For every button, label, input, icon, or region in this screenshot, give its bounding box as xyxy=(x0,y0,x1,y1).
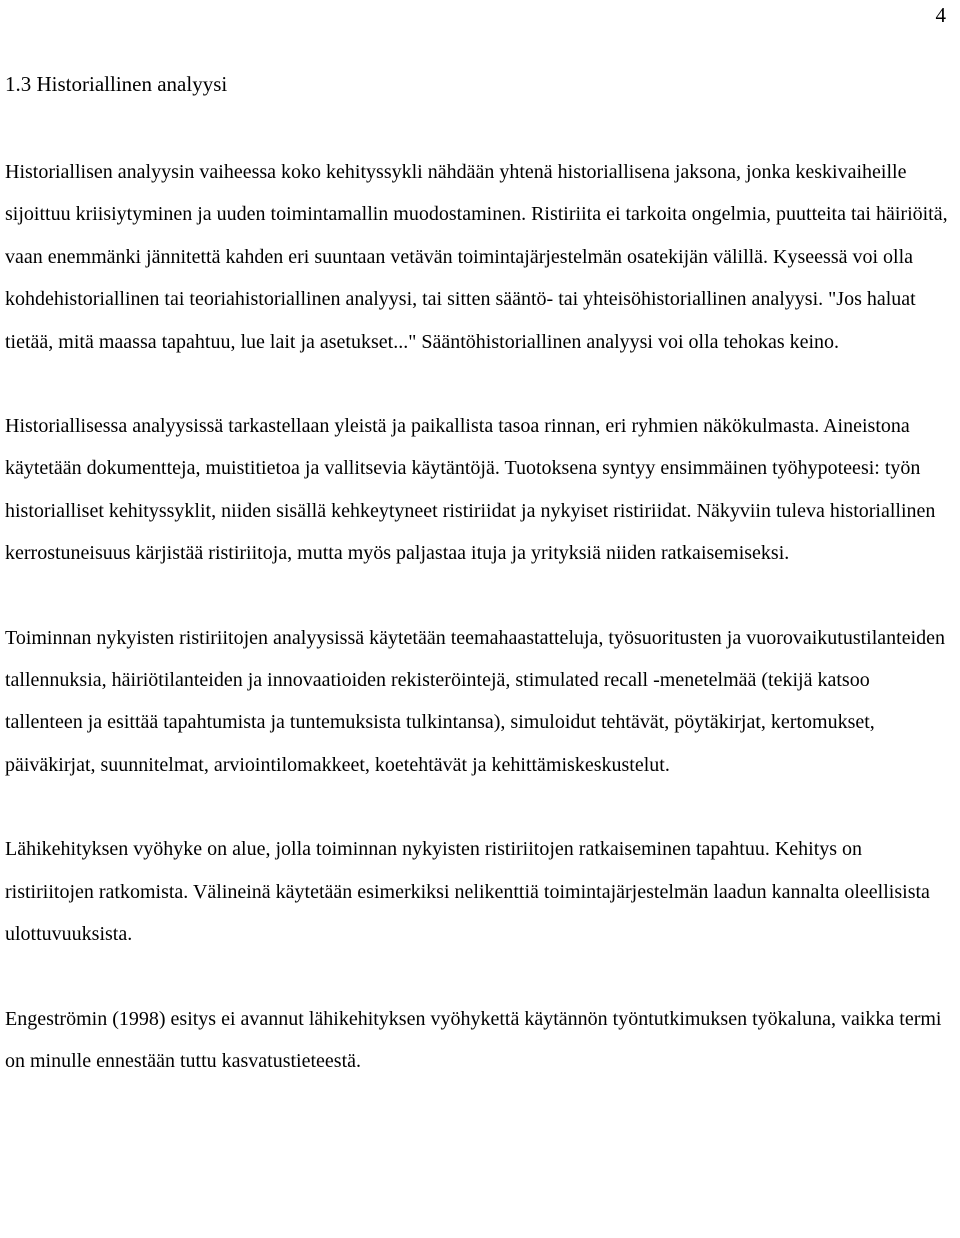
paragraph-current-contradictions: Toiminnan nykyisten ristiriitojen analyysissä käytetään teemahaastatteluja, työsuoritusten ja vuorovaikutustilanteiden tallennuksia, häiriötilanteiden ja innovaatioiden rekisteröintejä, stimulated recall -menetelmää (tekijä katsoo tallenteen ja esittää tapahtumista ja tuntemuksista tulkintansa), simuloidut tehtävät, pöytäkirjat, kertomukset, päiväkirjat, suunnitelmat, arviointilomakkeet, koetehtävät ja kehittämiskeskustelut. xyxy=(5,626,946,776)
paragraph-historical-analysis: Historiallisen analyysin vaiheessa koko kehityssykli nähdään yhtenä historiallisena jaksona, jonka keskivaiheille sijoittuu kriisiytyminen ja uuden toimintamallin muodostaminen. Ristiriita ei tarkoita ongelmia, puutteita tai häiriöitä, vaan enemmänki jännitettä kahden eri suuntaan vetävän toimintajärjestelmän osatekijän välillä. Kyseessä voi olla kohdehistoriallinen tai teoriahistoriallinen analyysi, tai sitten sääntö- tai yhteisöhistoriallinen analyysi. "Jos haluat tietää, mitä maassa tapahtuu, lue lait ja asetukset..." Sääntöhistoriallinen analyysi voi olla tehokas keino. xyxy=(5,161,948,353)
paragraph-engestrom: Engeströmin (1998) esitys ei avannut lähikehityksen vyöhykettä käytännön työntutkimuksen työkaluna, vaikka termi on minulle ennestään tuttu kasvatustieteestä. xyxy=(5,1007,942,1072)
paragraph-historical-levels: Historiallisessa analyysissä tarkastellaan yleistä ja paikallista tasoa rinnan, eri ryhmien näkökulmasta. Aineistona käytetään dokumentteja, muistitietoa ja vallitsevia käytäntöjä. Tuotoksena syntyy ensimmäinen työhypoteesi: työn historialliset kehityssyklit, niiden sisällä kehkeytyneet ristiriidat ja nykyiset ristiriidat. Näkyviin tuleva historiallinen kerrostuneisuus kärjistää ristiriitoja, mutta myös paljastaa ituja ja yrityksiä niiden ratkaisemiseksi. xyxy=(5,415,936,565)
page-number: 4 xyxy=(935,3,946,27)
page-content xyxy=(5,68,950,1124)
section-heading: 1.3 Historiallinen analyysi xyxy=(5,72,228,96)
paragraph-zone-of-proximal-development: Lähikehityksen vyöhyke on alue, jolla toiminnan nykyisten ristiriitojen ratkaiseminen tapahtuu. Kehitys on ristiriitojen ratkomista. Välineinä käytetään esimerkiksi nelikenttiä toimintajärjestelmän laadun kannalta oleellisista ulottuvuuksista. xyxy=(5,838,930,946)
